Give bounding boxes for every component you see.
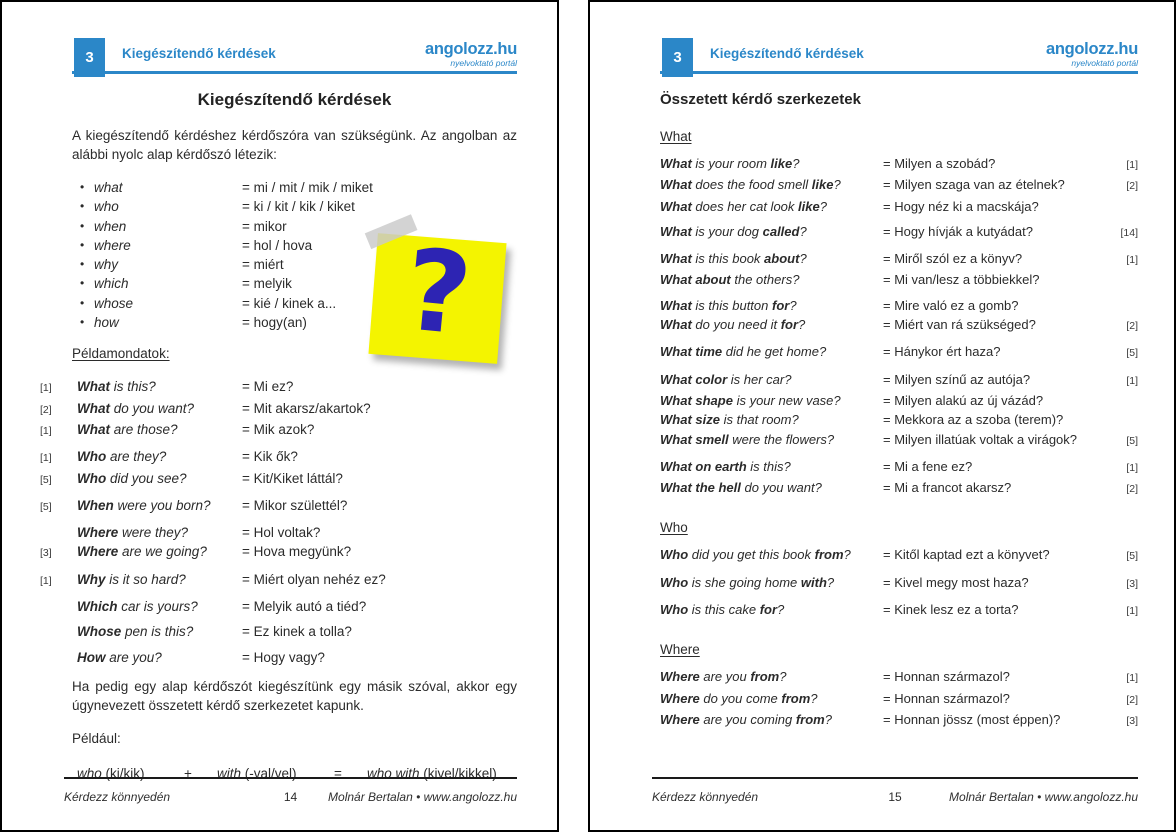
example-group	[660, 296, 1138, 337]
example-row	[660, 410, 1138, 429]
english-phrase: Where are you from?	[660, 669, 787, 685]
section-examples	[660, 545, 1138, 621]
bullet-icon: •	[80, 199, 85, 214]
chapter-title: Kiegészítendő kérdések	[710, 46, 864, 61]
example-row	[660, 370, 1138, 391]
hungarian-translation: = Miről szól ez a könyv?	[883, 251, 1023, 267]
english-word: who	[94, 199, 119, 215]
example-row	[660, 545, 1138, 566]
example-row	[660, 175, 1138, 196]
reference-number: [1]	[40, 452, 52, 465]
bullet-icon: •	[80, 257, 85, 272]
english-word: where	[94, 237, 131, 253]
page-header	[72, 38, 517, 74]
english-word: why	[94, 257, 119, 273]
reference-number: [5]	[40, 500, 52, 513]
hungarian-translation: = Melyik autó a tiéd?	[242, 599, 367, 615]
hungarian-translation: = Miért olyan nehéz ez?	[242, 571, 386, 587]
example-row	[660, 573, 1138, 594]
reference-number: [2]	[1126, 320, 1138, 333]
example-sentences	[40, 377, 517, 667]
reference-number: [1]	[1126, 461, 1138, 474]
example-group	[40, 622, 517, 641]
example-group	[660, 457, 1138, 500]
example-row	[40, 542, 517, 563]
english-phrase: What smell were the flowers?	[660, 431, 835, 447]
example-row	[40, 447, 517, 468]
hungarian-meaning: = melyik	[242, 276, 292, 292]
section-heading-who: Who	[660, 520, 688, 536]
example-row	[660, 296, 1138, 315]
logo-tagline: nyelvoktató portál	[450, 57, 517, 68]
section-heading-what: What	[660, 129, 692, 144]
site-logo	[425, 41, 517, 67]
example-row	[660, 457, 1138, 478]
hungarian-translation: = Mi a francot akarsz?	[883, 480, 1012, 496]
example-group	[660, 573, 1138, 594]
reference-number: [3]	[1126, 577, 1138, 590]
english-phrase: When were you born?	[77, 497, 211, 513]
chapter-badge: 3	[662, 38, 693, 77]
english-word: what	[94, 180, 123, 195]
example-row	[660, 478, 1138, 499]
hungarian-translation: = Hogy vagy?	[242, 649, 325, 665]
example-row	[40, 399, 517, 420]
intro-paragraph: A kiegészítendő kérdéshez kérdőszóra van szükségünk. Az angolban az alábbi nyolc alap kérdőszó létezik:	[72, 128, 517, 162]
hungarian-translation: = Kik ők?	[242, 449, 298, 465]
example-row	[660, 391, 1138, 410]
reference-number: [2]	[1126, 180, 1138, 193]
formula-term: with (-val/vel)	[217, 765, 297, 781]
english-phrase: What is your room like?	[660, 156, 800, 171]
site-logo	[1046, 41, 1138, 67]
section-examples	[660, 154, 1138, 499]
footer-book-title: Kérdezz könnyedén	[64, 790, 171, 804]
english-word: when	[94, 218, 127, 234]
hungarian-translation: = Hánykor ért haza?	[883, 344, 1001, 360]
examples-heading: Példamondatok:	[72, 346, 170, 362]
hungarian-translation: = Milyen színű az autója?	[883, 371, 1031, 387]
hungarian-translation: = Milyen a szobád?	[883, 156, 996, 171]
hungarian-translation: = Kitől kaptad ezt a könyvet?	[883, 547, 1050, 563]
hungarian-translation: = Milyen illatúak voltak a virágok?	[883, 431, 1078, 447]
page-footer	[64, 777, 517, 804]
english-phrase: Where are you coming from?	[660, 711, 832, 727]
reference-number: [1]	[40, 574, 52, 587]
reference-number: [1]	[1126, 672, 1138, 685]
reference-number	[1108, 197, 1138, 216]
english-phrase: Where were they?	[77, 525, 189, 541]
reference-number: [5]	[1126, 434, 1138, 447]
english-phrase: What is your dog called?	[660, 223, 807, 239]
english-phrase: What shape is your new vase?	[660, 392, 841, 408]
hungarian-meaning: = kié / kinek a...	[242, 295, 337, 311]
reference-number	[40, 622, 77, 641]
reference-number	[40, 523, 77, 542]
hungarian-translation: = Hova megyünk?	[242, 544, 352, 560]
bullet-icon: •	[80, 218, 85, 233]
example-row	[660, 689, 1138, 710]
hungarian-translation: = Mekkora az a szoba (terem)?	[883, 412, 1064, 428]
hungarian-translation: = Mik azok?	[242, 421, 315, 437]
sticky-note	[368, 224, 506, 364]
example-group	[660, 154, 1138, 216]
hungarian-translation: = Mi ez?	[242, 379, 294, 395]
english-phrase: What time did he get home?	[660, 344, 827, 360]
formula-term: who (ki/kik)	[77, 765, 145, 781]
section-heading-where: Where	[660, 642, 700, 658]
english-phrase: What are those?	[77, 421, 178, 437]
english-phrase: What do you want?	[77, 400, 195, 416]
hungarian-translation: = Mi a fene ez?	[883, 458, 973, 474]
question-word-row	[80, 178, 517, 197]
reference-number: [3]	[1126, 714, 1138, 727]
hungarian-translation: = Kinek lesz ez a torta?	[883, 602, 1019, 618]
reference-number: [1]	[1126, 374, 1138, 387]
example-group	[660, 370, 1138, 451]
english-phrase: What the hell do you want?	[660, 480, 822, 496]
hungarian-translation: = Milyen szaga van az ételnek?	[883, 177, 1065, 193]
reference-number	[40, 648, 77, 667]
english-phrase: Whose pen is this?	[77, 624, 194, 640]
english-phrase: Which car is yours?	[77, 599, 198, 615]
english-phrase: Who are they?	[77, 449, 167, 465]
page-title: Kiegészítendő kérdések	[197, 90, 392, 109]
example-row	[40, 377, 517, 398]
english-phrase: What is this?	[77, 379, 156, 395]
hungarian-translation: = Mit akarsz/akartok?	[242, 400, 371, 416]
reference-number: [1]	[1126, 159, 1138, 171]
example-group	[660, 249, 1138, 290]
reference-number	[1108, 410, 1138, 429]
formula-operator: =	[334, 765, 342, 781]
logo-wordmark: angolozz.hu	[1045, 40, 1138, 58]
hungarian-translation: = Honnan származol?	[883, 690, 1010, 706]
compound-question-sections	[660, 129, 1138, 731]
english-word: how	[94, 315, 119, 331]
page-number: 14	[283, 790, 298, 804]
hungarian-translation: = Kivel megy most haza?	[883, 574, 1029, 590]
english-phrase: What on earth is this?	[660, 458, 791, 474]
hungarian-translation: = Hol voltak?	[242, 525, 321, 541]
english-phrase: What color is her car?	[660, 371, 792, 387]
example-row	[660, 197, 1138, 216]
footer-book-title: Kérdezz könnyedén	[652, 790, 759, 804]
example-row	[40, 523, 517, 542]
example-row	[660, 710, 1138, 731]
question-word-row	[80, 197, 517, 216]
example-group	[660, 222, 1138, 243]
formula-operator: +	[184, 765, 192, 781]
hungarian-translation: = Mi van/lesz a többiekkel?	[883, 272, 1040, 288]
example-group	[40, 447, 517, 490]
bullet-icon: •	[80, 276, 85, 291]
hungarian-translation: = Honnan jössz (most éppen)?	[883, 711, 1061, 727]
question-mark-icon: ?	[399, 224, 477, 361]
bullet-icon: •	[80, 180, 85, 194]
section-examples	[660, 667, 1138, 731]
logo-tagline: nyelvoktató portál	[1071, 57, 1138, 68]
hungarian-translation: = Kit/Kiket láttál?	[242, 470, 343, 486]
example-row	[660, 667, 1138, 688]
bullet-icon: •	[80, 295, 85, 310]
reference-number	[1108, 391, 1138, 410]
english-phrase: What is this book about?	[660, 251, 807, 267]
reference-number: [5]	[40, 473, 52, 486]
english-phrase: Where do you come from?	[660, 690, 818, 706]
hungarian-meaning: = hogy(an)	[242, 315, 307, 331]
example-row	[40, 570, 517, 591]
example-row	[660, 270, 1138, 289]
reference-number	[40, 597, 77, 616]
page-title: Összetett kérdő szerkezetek	[660, 91, 861, 108]
reference-number: [1]	[40, 424, 52, 437]
example-group	[40, 523, 517, 564]
example-row	[40, 622, 517, 641]
page-15	[588, 0, 1176, 832]
english-phrase: Who is this cake for?	[660, 602, 785, 618]
bullet-icon: •	[80, 237, 85, 252]
reference-number: [5]	[1126, 347, 1138, 360]
example-row	[40, 496, 517, 517]
footer-author: Molnár Bertalan • www.angolozz.hu	[949, 790, 1138, 804]
hungarian-meaning: = hol / hova	[242, 237, 313, 253]
reference-number: [1]	[40, 382, 52, 395]
example-row	[660, 342, 1138, 363]
footer-author: Molnár Bertalan • www.angolozz.hu	[328, 790, 517, 804]
page-footer	[652, 777, 1138, 804]
example-group	[40, 648, 517, 667]
reference-number: [1]	[1126, 605, 1138, 618]
reference-number	[1108, 296, 1138, 315]
page-15-content	[660, 91, 1138, 731]
page-number: 15	[888, 790, 902, 804]
example-group	[660, 667, 1138, 731]
reference-number: [3]	[40, 547, 52, 560]
example-row	[40, 469, 517, 490]
english-word: whose	[94, 295, 134, 311]
english-phrase: What about the others?	[660, 272, 800, 288]
example-group	[40, 597, 517, 616]
example-group	[660, 342, 1138, 363]
reference-number: [5]	[1126, 550, 1138, 563]
english-phrase: Who did you get this book from?	[660, 547, 851, 563]
example-group	[40, 377, 517, 441]
formula-term: who with (kivel/kikkel)	[367, 765, 497, 781]
reference-number: [2]	[40, 403, 52, 416]
chapter-badge: 3	[74, 38, 105, 77]
example-row	[40, 597, 517, 616]
reference-number: [14]	[1120, 226, 1138, 239]
chapter-title: Kiegészítendő kérdések	[122, 46, 276, 61]
english-phrase: What is this button for?	[660, 297, 797, 313]
example-group	[40, 496, 517, 517]
example-group	[660, 600, 1138, 621]
example-row	[660, 222, 1138, 243]
hungarian-meaning: = mi / mit / mik / miket	[242, 180, 373, 195]
logo-wordmark: angolozz.hu	[424, 40, 517, 58]
hungarian-translation: = Mikor születtél?	[242, 497, 348, 513]
english-phrase: Who is she going home with?	[660, 574, 835, 590]
example-row	[40, 648, 517, 667]
example-row	[660, 249, 1138, 270]
example-group	[660, 545, 1138, 566]
page-14	[0, 0, 559, 832]
english-phrase: Who did you see?	[77, 470, 187, 486]
hungarian-translation: = Hogy hívják a kutyádat?	[883, 223, 1033, 239]
hungarian-meaning: = mikor	[242, 218, 287, 234]
english-phrase: Where are we going?	[77, 544, 207, 560]
example-row	[660, 430, 1138, 451]
hungarian-translation: = Ez kinek a tolla?	[242, 624, 352, 640]
hungarian-translation: = Mire való ez a gomb?	[883, 297, 1019, 313]
english-phrase: What does her cat look like?	[660, 198, 827, 214]
hungarian-meaning: = miért	[242, 257, 284, 273]
hungarian-translation: = Hogy néz ki a macskája?	[883, 198, 1039, 214]
hungarian-translation: = Honnan származol?	[883, 669, 1010, 685]
hungarian-translation: = Milyen alakú az új vázád?	[883, 392, 1044, 408]
english-phrase: Why is it so hard?	[77, 571, 186, 587]
hungarian-translation: = Miért van rá szükséged?	[883, 317, 1036, 333]
reference-number	[1108, 270, 1138, 289]
bullet-icon: •	[80, 315, 85, 330]
page-header	[660, 38, 1138, 74]
outro-paragraph: Ha pedig egy alap kérdőszót kiegészítünk egy másik szóval, akkor egy úgynevezett összetett kérdő szerkezetet kapunk.	[72, 678, 517, 713]
reference-number: [2]	[1126, 693, 1138, 706]
example-label: Például:	[72, 730, 121, 746]
english-phrase: What do you need it for?	[660, 317, 806, 333]
reference-number: [2]	[1126, 483, 1138, 496]
example-row	[660, 600, 1138, 621]
english-phrase: How are you?	[77, 649, 162, 665]
example-row	[40, 420, 517, 441]
example-group	[40, 570, 517, 591]
example-row	[660, 315, 1138, 336]
english-phrase: What size is that room?	[660, 412, 799, 428]
hungarian-meaning: = ki / kit / kik / kiket	[242, 199, 355, 215]
reference-number: [1]	[1126, 254, 1138, 267]
english-phrase: What does the food smell like?	[660, 177, 841, 193]
english-word: which	[94, 276, 129, 292]
example-row	[660, 154, 1138, 175]
page-14-content	[40, 90, 517, 781]
